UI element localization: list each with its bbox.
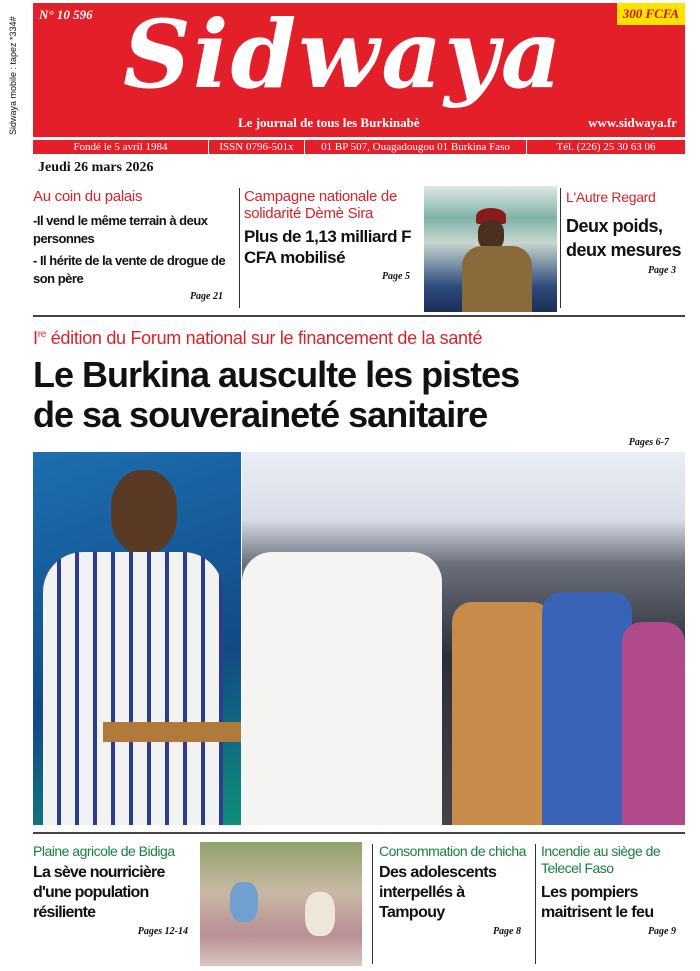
kicker-sup: re [37, 329, 46, 340]
kicker: Plaine agricole de Bidiga [33, 843, 175, 859]
kicker-prefix: I [33, 328, 38, 348]
kicker: Consommation de chicha [379, 843, 526, 859]
kicker: Campagne nationale de solidarité Dèmè Sira [244, 188, 397, 222]
issn: ISSN 0796-501x [209, 140, 305, 154]
page-ref: Pages 6-7 [628, 437, 669, 448]
divider [535, 844, 536, 964]
price-badge: 300 FCFA [617, 3, 685, 25]
audience-photo [242, 452, 685, 825]
headline-item: - Il hérite de la vente de drogue de son père [33, 253, 226, 286]
issue-number: N° 10 596 [39, 7, 93, 22]
article-autre-regard[interactable] [566, 188, 686, 277]
headline: Plus de 1,13 milliard F CFA mobilisé [244, 227, 412, 267]
article-deme-sira[interactable] [244, 188, 420, 283]
lead-headline-line1: Le Burkina ausculte les pistes [33, 354, 520, 395]
page-ref: Page 9 [647, 926, 676, 937]
masthead [33, 0, 685, 137]
headline: Des adolescents interpellés à Tampouy [379, 864, 497, 921]
page-ref: Page 21 [189, 291, 223, 302]
onion-market-photo [200, 842, 362, 966]
phone: Tél. (226) 25 30 63 06 [556, 141, 656, 153]
newspaper-logo: Sidwaya [123, 0, 564, 110]
divider [33, 315, 685, 317]
page-ref: Pages 12-14 [137, 926, 188, 937]
side-note: Sidwaya mobile : tapez *334# [8, 16, 18, 135]
headline: Deux poids, deux mesures [566, 216, 682, 260]
page-ref: Page 5 [381, 271, 410, 282]
website-link[interactable]: www.sidwaya.fr [588, 115, 677, 130]
kicker: L'Autre Regard [566, 189, 656, 205]
officer-press-photo [424, 186, 557, 312]
headline-item: -Il vend le même terrain à deux personnes [33, 213, 208, 246]
article-au-coin-du-palais[interactable] [33, 188, 233, 303]
headline: Les pompiers maitrisent le feu [541, 884, 654, 921]
lead-article[interactable] [33, 328, 685, 449]
lead-kicker [33, 328, 685, 349]
speaker-photo [33, 452, 241, 825]
kicker: Incendie au siège de Telecel Faso [541, 843, 661, 876]
lead-headline-line2: de sa souveraineté sanitaire [33, 394, 488, 435]
kicker: Au coin du palais [33, 188, 143, 205]
article-telecel[interactable] [541, 843, 686, 938]
article-bidiga[interactable] [33, 843, 198, 938]
page-ref: Page 8 [492, 926, 521, 937]
founded-date: Fondé le 5 avril 1984 [33, 140, 209, 154]
headline: La sève nourricière d'une population résiliente [33, 864, 165, 921]
divider [239, 188, 240, 308]
masthead-info-strip [33, 140, 685, 154]
article-chicha[interactable] [379, 843, 531, 938]
page-ref: Page 3 [647, 265, 676, 276]
divider [560, 188, 561, 308]
tagline: Le journal de tous les Burkinabè [238, 115, 420, 130]
issue-date: Jeudi 26 mars 2026 [38, 160, 154, 175]
divider [372, 844, 373, 964]
kicker-text: édition du Forum national sur le financement de la santé [46, 328, 483, 348]
divider [33, 832, 685, 834]
address: 01 BP 507, Ouagadougou 01 Burkina Faso [305, 140, 527, 154]
